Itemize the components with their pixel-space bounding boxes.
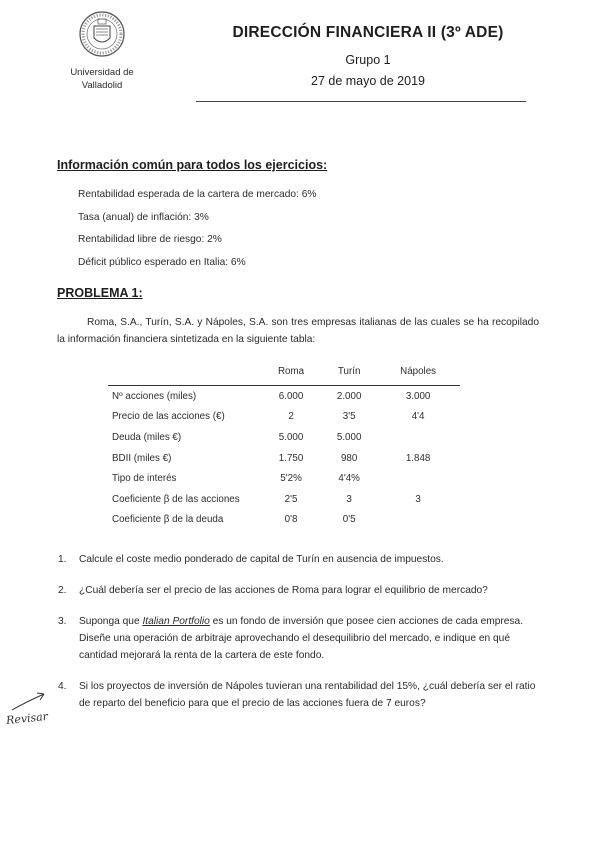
table-cell: 1.750 <box>278 452 304 464</box>
table-row <box>108 386 460 407</box>
exam-group: Grupo 1 <box>345 53 391 67</box>
table-cell: 980 <box>340 452 358 464</box>
question-number: 3. <box>58 616 67 627</box>
common-info-list <box>78 188 316 278</box>
table-cell: BDII (miles €) <box>112 452 172 464</box>
table-cell: Coeficiente β de la deuda <box>112 514 224 526</box>
table-cell: Precio de las acciones (€) <box>112 411 225 423</box>
table-cell: 5.000 <box>278 431 304 443</box>
table-cell: 2.000 <box>336 390 362 402</box>
question-text: Calcule el coste medio ponderado de capital de Turín en ausencia de impuestos. <box>79 554 444 565</box>
table-cell: Coeficiente β de las acciones <box>112 493 240 505</box>
table-cell <box>376 510 460 531</box>
table-row <box>108 407 460 428</box>
question-text: ¿Cuál debería ser el precio de las acciones de Roma para lograr el equilibrio de mercado? <box>79 585 488 596</box>
table-cell: 2'5 <box>284 493 298 505</box>
question-text-before: Suponga que <box>79 616 143 627</box>
university-seal-logo <box>78 8 126 60</box>
table-header-cell <box>108 357 260 386</box>
question-text-after: es un fondo de inversión que posee cien acciones de cada empresa. Diseñe una operación de arbitraje aprovechando el desequilibrio del mercado, e indique en qué cantidad mejorará la renta de la cartera de este fondo. <box>79 616 524 661</box>
table-row <box>108 427 460 448</box>
table-cell: 5.000 <box>336 431 362 443</box>
header-divider <box>196 101 526 102</box>
university-name-line2: Valladolid <box>81 80 123 91</box>
course-title: DIRECCIÓN FINANCIERA II (3º ADE) <box>232 24 504 41</box>
table-cell: 3 <box>415 493 421 505</box>
table-cell: Nº acciones (miles) <box>112 390 197 402</box>
question-text: Si los proyectos de inversión de Nápoles tuvieran una rentabilidad del 15%, ¿cuál debería ser el ratio de reparto del beneficio para que el precio de las acciones fuera de 7 euros? <box>79 681 536 709</box>
question-number: 2. <box>58 585 67 596</box>
common-info-item: Rentabilidad esperada de la cartera de mercado: 6% <box>78 189 317 200</box>
question-number: 1. <box>58 554 67 565</box>
question-item <box>58 678 542 712</box>
table-header-row <box>108 357 460 386</box>
university-name-line1: Universidad de <box>70 67 134 78</box>
problem-intro: Roma, S.A., Turín, S.A. y Nápoles, S.A. son tres empresas italianas de las cuales se ha recopilado la información financiera sintetizada en la siguiente tabla: <box>57 317 539 345</box>
fund-name-emphasis: Italian Portfolio <box>142 616 210 627</box>
table-row <box>108 448 460 469</box>
problem-title: PROBLEMA 1: <box>57 286 143 300</box>
table-cell: 3'5 <box>342 411 356 423</box>
question-item <box>58 582 542 599</box>
table-cell: 3 <box>346 493 352 505</box>
table-cell: Tipo de interés <box>112 473 177 485</box>
table-cell: 6.000 <box>278 390 304 402</box>
financial-data-table <box>108 357 460 530</box>
table-cell: 4'4 <box>411 411 425 423</box>
question-list <box>58 551 542 726</box>
table-header-cell: Turín <box>322 357 376 386</box>
table-cell: 0'5 <box>342 514 356 526</box>
table-cell: 1.848 <box>405 452 431 464</box>
table-cell: 2 <box>288 411 294 423</box>
table-row <box>108 510 460 531</box>
exam-date: 27 de mayo de 2019 <box>311 74 425 88</box>
common-info-item: Tasa (anual) de inflación: 3% <box>78 211 209 223</box>
table-cell <box>376 427 460 448</box>
table-cell <box>376 468 460 489</box>
common-info-item: Déficit público esperado en Italia: 6% <box>78 256 246 268</box>
table-cell: 4'4% <box>338 473 360 485</box>
question-item <box>58 551 542 568</box>
university-name <box>52 66 152 92</box>
table-cell: 0'8 <box>284 514 298 526</box>
table-cell: Deuda (miles €) <box>112 431 182 443</box>
table-cell: 5'2% <box>280 473 302 485</box>
question-item <box>58 613 542 664</box>
table-cell: 3.000 <box>405 390 431 402</box>
table-row <box>108 468 460 489</box>
common-info-title: Información común para todos los ejercicios: <box>57 158 328 172</box>
table-row <box>108 489 460 510</box>
table-header-cell: Nápoles <box>376 357 460 386</box>
table-header-cell: Roma <box>260 357 322 386</box>
common-info-item: Rentabilidad libre de riesgo: 2% <box>78 234 222 245</box>
question-number: 4. <box>58 681 67 692</box>
handwritten-note: Revisar <box>5 709 49 728</box>
